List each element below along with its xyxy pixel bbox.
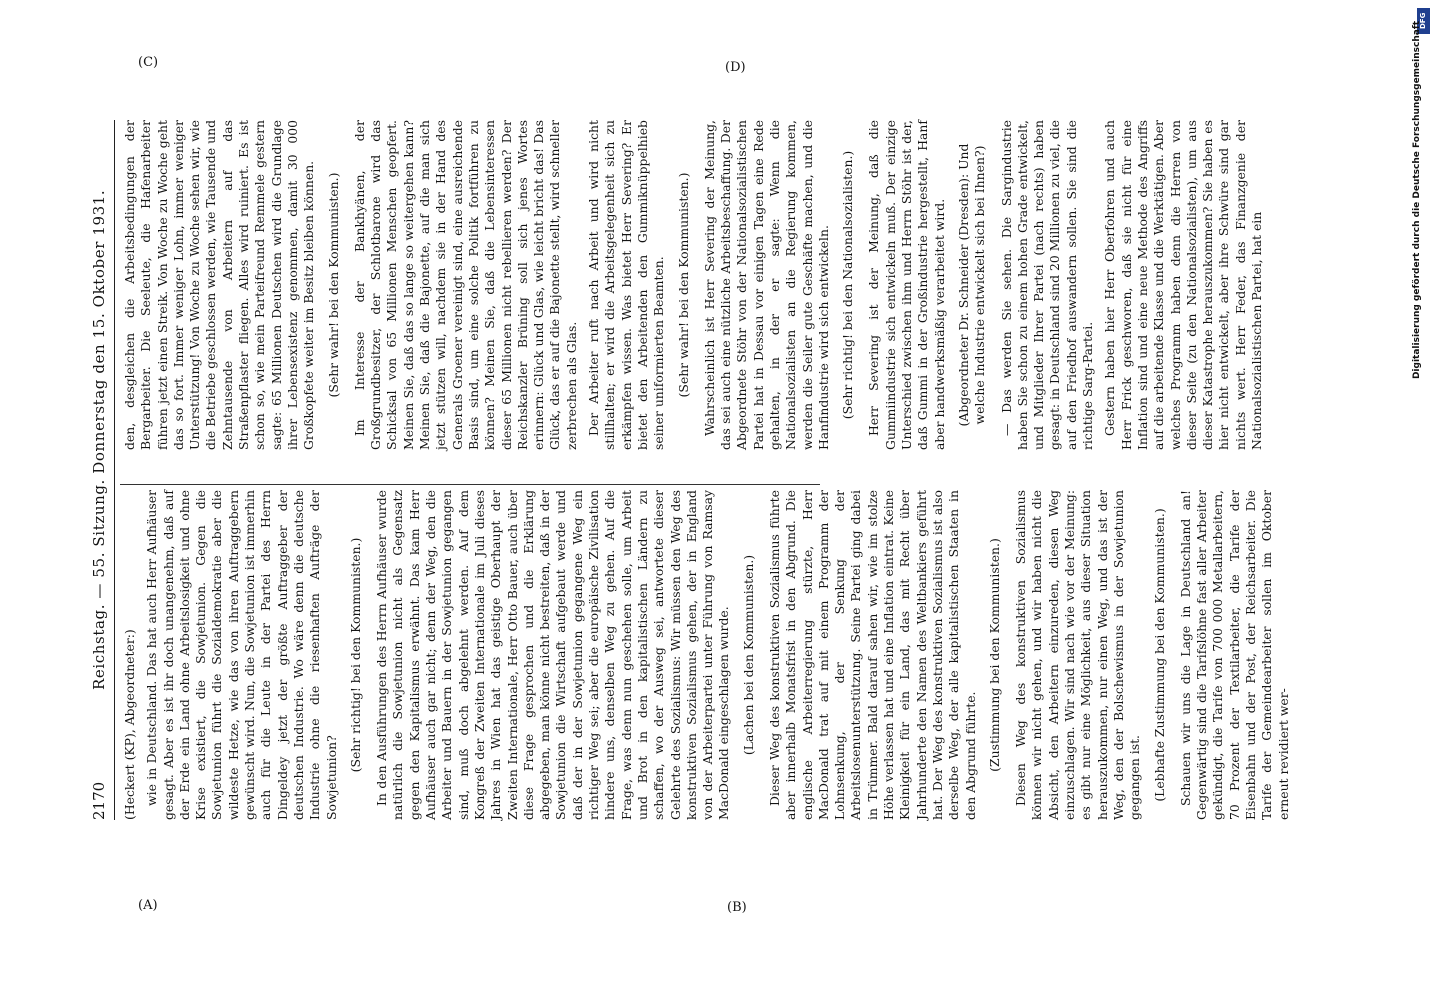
interjection: (Sehr wahr! bei den Kommunisten.) [325, 172, 341, 398]
page-header [90, 120, 112, 820]
page-number: 2170 [90, 781, 108, 820]
paragraph: wie in Deutschland. Das hat auch Herr Aufhäuser gesagt. Aber es ist ihr doch unangenehm, daß auf der Erde ein Land ohne Arbeitslosigkeit und ohne Krise existiert, die Sowjetunion. Gegen die Sowjetunion führt die Sozialdemokratie aber die wildeste Hetze, wie das von ihren Auftraggebern gewünscht wird. Nun, die Sowjetunion ist immerhin auch für die Leute in der Partei des Herrn Dingeldey jetzt der größte Auftraggeber der deutschen Industrie. Wo wäre denn die deutsche Industrie ohne die riesenhaften Aufträge der Sowjetunion? [144, 490, 339, 820]
header-rule [114, 120, 115, 820]
margin-marker-d: (D) [725, 60, 746, 75]
speaker-line: (Heckert (KP), Abgeordneter:) [122, 629, 137, 820]
left-column [122, 490, 1298, 820]
interjection: (Sehr richtig! bei den Kommunisten.) [347, 537, 363, 773]
margin-marker-a: (A) [138, 898, 158, 913]
paragraph: Wahrscheinlich ist Herr Severing der Meinung, das sei auch eine nützliche Arbeitsbeschaffung. Der Abgeordnete Stöhr von der Nationalsozialistischen Partei hat in Dessau vor einigen Tagen eine Rede gehalten, in der er sagte: Wenn die Nationalsozialisten an die Regierung kommen, werden die Seiler gute Geschäfte machen, und die Hanfindustrie wird sich entwickeln. [701, 120, 831, 450]
paragraph: Im Interesse der Bankhyänen, der Großgrundbesitzer, der Schlotbarone wird das Schicksal von 65 Millionen Menschen geopfert. Meinen Sie, daß das so lange so weitergehen kann? Meinen Sie, daß die Bajonette, auf die man sich jetzt stützen will, nachdem sie in der Hand des Generals Groener vereinigt sind, eine ausreichende Basis sind, um eine solche Politik fortführen zu können? Meinen Sie, daß die Lebensinteressen dieser 65 Millionen nicht rebellieren werden? Der Reichskanzler Brüning soll sich jenes Wortes erinnern: Glück und Glas, wie leicht bricht das! Das Glück, das er auf die Bajonette stellt, wird schneller zerbrechen als Glas. [351, 120, 579, 450]
paragraph: Gestern haben hier Herr Oberfohren und auch Herr Frick geschworen, daß sie nicht für eine Inflation sind und eine neue Methode des Angriffs auf die arbeitende Klasse und die Werktätigen. Aber welches Programm haben denn die Herren von dieser Seite (zu den Nationalsozialisten), um aus dieser Katastrophe herauszukommen? Sie haben es hier nicht entwickelt, aber ihre Schwüre sind gar nichts wert. Herr Feder, das Finanzgenie der Nationalsozialistischen Partei, hat ein [1102, 120, 1264, 450]
interjection: (Abgeordneter Dr. Schneider (Dresden): Und welche Industrie entwickelt sich bei Ihnen?) [955, 143, 988, 427]
dfg-logo: DFG [1417, 8, 1430, 34]
interjection: (Zustimmung bei den Kommunisten.) [986, 538, 1002, 772]
running-title: Reichstag. — 55. Sitzung. Donnerstag den 15. Oktober 1931. [90, 189, 108, 690]
watermark-text: Digitalisierung gefördert durch die Deutsche Forschungsgemeinschaft [1412, 20, 1422, 380]
paragraph: Herr Severing ist der Meinung, daß die Gummiindustrie sich entwickeln muß. Der einzige Unterschied zwischen ihm und Herrn Stöhr ist der, daß Gummi in der Großindustrie hergestellt, Hanf aber handwerksmäßig verarbeitet wird. [866, 120, 947, 450]
paragraph: Diesen Weg des konstruktiven Sozialismus können wir nicht gehen, und wir haben nicht die Absicht, den Arbeitern einzureden, diesen Weg einzuschlagen. Wir sind nach wie vor der Meinung: es gibt nur eine Möglichkeit, aus dieser Situation herauszukommen, nur einen Weg, und das ist der Weg, den der Bolschewismus in der Sowjetunion gegangen ist. [1013, 490, 1143, 820]
paragraph: In den Ausführungen des Herrn Aufhäuser wurde natürlich die Sowjetunion nicht als Gegensatz gegen den Kapitalismus erwähnt. Das kam Herr Aufhäuser auch gar nicht; denn der Weg, den die Arbeiter und Bauern in der Sowjetunion gegangen sind, muß doch abgelehnt werden. Auf dem Kongreß der Zweiten Internationale im Juli dieses Jahres in Wien hat das geistige Oberhaupt der Zweiten Internationale, Herr Otto Bauer, auch über diese Frage gesprochen und die Erklärung abgegeben, man könne nicht bestreiten, daß in der Sowjetunion die Wirtschaft aufgebaut werde und daß der in der Sowjetunion gegangene Weg ein richtiger Weg sei; aber die europäische Zivilisation hindere uns, denselben Weg zu gehen. Auf die Frage, was denn nun geschehen solle, um Arbeit und Brot in den kapitalistischen Ländern zu schaffen, wo der Ausweg sei, antwortete dieser Gelehrte des Sozialismus: Wir müssen den Weg des konstruktiven Sozialismus gehen, der in England von der Arbeiterpartei unter Führung von Ramsay MacDonald eingeschlagen wurde. [374, 490, 732, 820]
margin-marker-b: (B) [727, 900, 747, 915]
paragraph: Schauen wir uns die Lage in Deutschland an! Gegenwärtig sind die Tarifslöhne fast aller Arbeiter gekündigt, die Tarife von 700 000 Metallarbeitern, 70 Prozent der Textilarbeiter, die Tarife der Eisenbahn und der Post, der Reichsarbeiter. Die Tarife der Gemeindearbeiter sollen im Oktober erneut revidiert wer- [1177, 490, 1291, 820]
paragraph: — Das werden Sie sehen. Die Sargindustrie haben Sie schon zu einem hohen Grade entwickelt, und Mitglieder Ihrer Partei (nach rechts) haben gesagt: in Deutschland sind 20 Millionen zu viel, die auf den Friedhof auswandern sollen. Sie sind die richtige Sarg-Partei. [998, 120, 1096, 450]
interjection: (Sehr richtig! bei den Nationalsozialisten.) [840, 150, 856, 420]
paragraph: den, desgleichen die Arbeitsbedingungen der Bergarbeiter. Die Seeleute, die Hafenarbeiter führen jetzt einen Streik. Von Woche zu Woche geht das so fort. Immer weniger Lohn, immer weniger Unterstützung! Von Woche zu Woche sehen wir, wie die Betriebe geschlossen werden, wie Tausende und Zehntausende von Arbeitern auf das Straßenpflaster fliegen. Alles wird ruiniert. Es ist schon so, wie mein Parteifreund Remmele gestern sagte: 65 Millionen Deutschen wird die Grundlage ihrer Lebensexistenz genommen, damit 30 000 Großkopfete weiter im Besitz bleiben können. [122, 120, 317, 450]
margin-marker-c: (C) [138, 55, 159, 70]
interjection: (Lachen bei den Kommunisten.) [740, 554, 756, 756]
interjection: (Lebhafte Zustimmung bei den Kommunisten.) [1151, 508, 1167, 802]
dfg-watermark [1412, 0, 1434, 1000]
paragraph: Dieser Weg des konstruktiven Sozialismus führte aber innerhalb Monatsfrist in den Abgrund. Die englische Arbeiterregierung stürzte, Herr MacDonald trat auf mit einem Programm der Lohnsenkung, der Senkung der Arbeitslosenunterstützung. Seine Partei ging dabei in Trümmer. Bald darauf sahen wir, wie im stolze Höhe verlassen hat und eine Inflation eintrat. Keine Kleinigkeit für ein Land, das mit Recht über Jahrhunderte den Namen des Weltbankiers geführt hat. Der Weg des konstruktiven Sozialismus ist also derselbe Weg, der alle kapitalistischen Staaten in den Abgrund führte. [766, 490, 978, 820]
column-divider [120, 484, 820, 485]
interjection: (Sehr wahr! bei den Kommunisten.) [675, 172, 691, 398]
right-column [122, 120, 1271, 450]
paragraph: Der Arbeiter ruft nach Arbeit und wird nicht stillhalten; er wird die Arbeitsgelegenheit sich zu erkämpfen wissen. Was bietet Herr Severing? Er bietet den Arbeitenden den Gummiknüppelhieb seiner uniformierten Beamten. [586, 120, 667, 450]
